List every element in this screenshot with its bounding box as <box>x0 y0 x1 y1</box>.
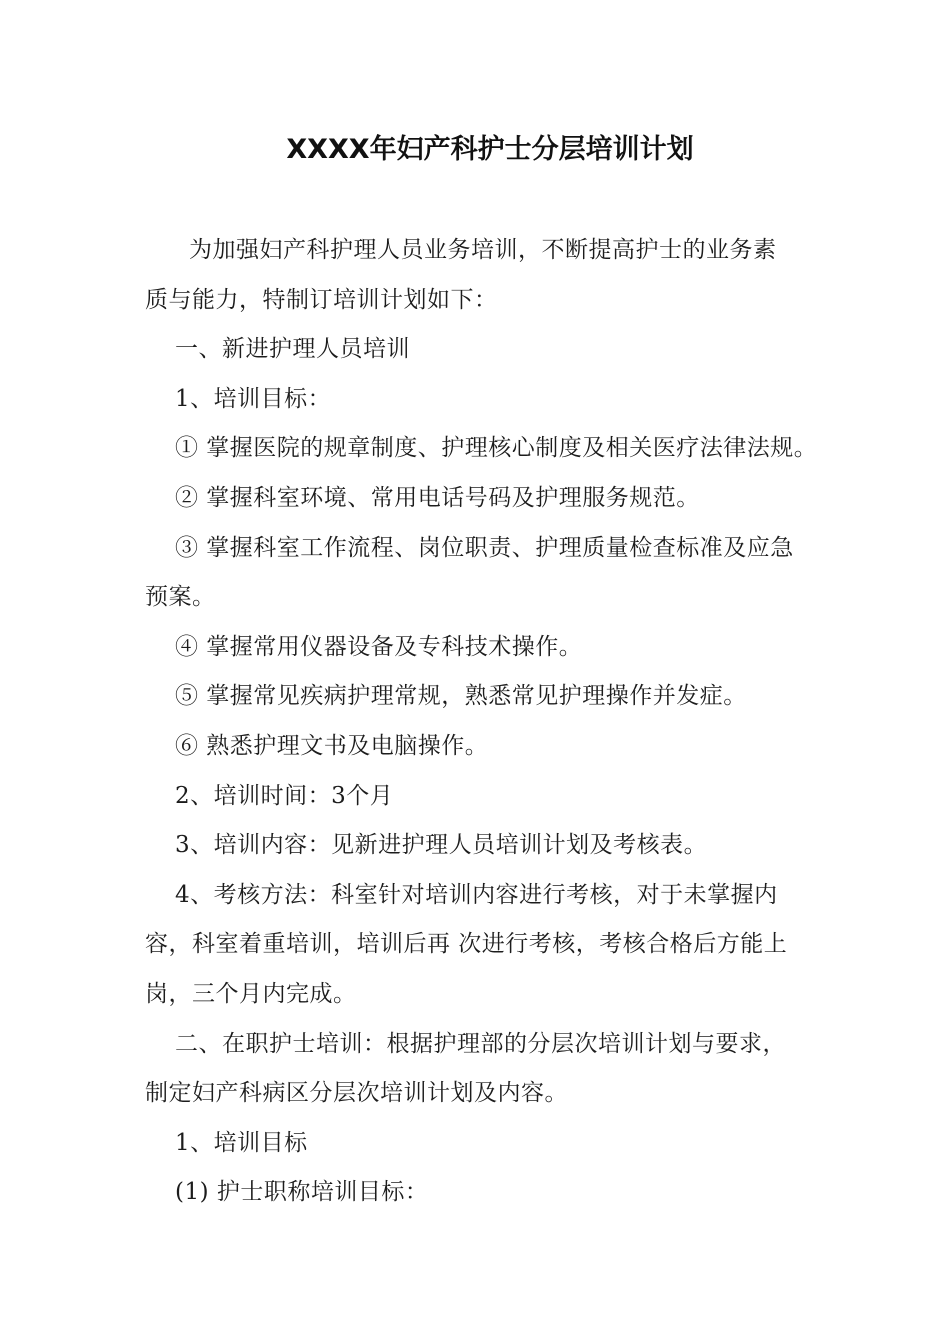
paragraph-line: 制定妇产科病区分层次培训计划及内容。 <box>145 1080 568 1107</box>
subsection-heading: 1、培训目标 <box>175 1129 308 1156</box>
list-item: ⑥ 熟悉护理文书及电脑操作。 <box>175 732 489 759</box>
list-item-continuation: 预案。 <box>145 584 216 611</box>
list-item: ⑤ 掌握常见疾病护理常规，熟悉常见护理操作并发症。 <box>175 683 747 710</box>
list-item: ① 掌握医院的规章制度、护理核心制度及相关医疗法律法规。 <box>175 435 818 462</box>
list-item: ② 掌握科室环境、常用电话号码及护理服务规范。 <box>175 484 700 511</box>
subsection-heading: 2、培训时间：3个月 <box>175 782 394 809</box>
list-item: ④ 掌握常用仪器设备及专科技术操作。 <box>175 633 583 660</box>
paragraph-line: 岗，三个月内完成。 <box>145 980 357 1007</box>
section-heading: 二、在职护士培训：根据护理部的分层次培训计划与要求， <box>175 1030 786 1057</box>
paragraph-line: 容，科室着重培训，培训后再 次进行考核，考核合格后方能上 <box>145 931 788 958</box>
subsection-heading: 4、考核方法：科室针对培训内容进行考核，对于未掌握内 <box>175 881 778 908</box>
list-item: ③ 掌握科室工作流程、岗位职责、护理质量检查标准及应急 <box>175 534 794 561</box>
section-heading: 一、新进护理人员培训 <box>175 336 410 363</box>
document-body <box>145 226 825 1218</box>
paragraph-line: 质与能力，特制订培训计划如下： <box>145 286 498 313</box>
paragraph-line: 为加强妇产科护理人员业务培训，不断提高护士的业务素 <box>189 237 777 263</box>
list-item: (1) 护士职称培训目标： <box>175 1179 429 1206</box>
document-title: XXXX年妇产科护士分层培训计划 <box>286 134 694 165</box>
subsection-heading: 1、培训目标： <box>175 385 332 412</box>
subsection-heading: 3、培训内容：见新进护理人员培训计划及考核表。 <box>175 832 708 859</box>
